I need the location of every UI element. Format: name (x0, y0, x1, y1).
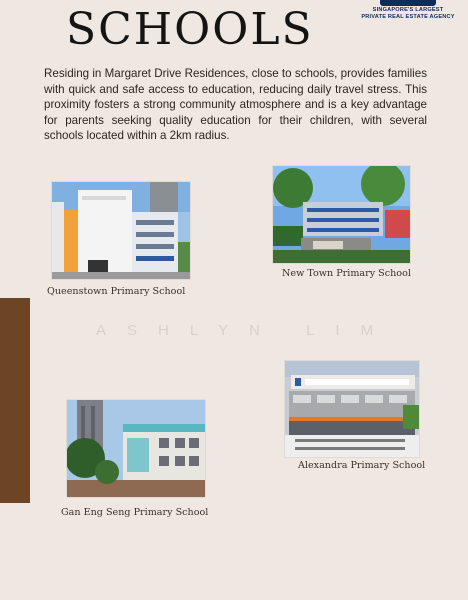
gan-eng-seng-primary-school-photo (67, 400, 205, 497)
agency-tagline-line1: SINGAPORE'S LARGEST (372, 7, 444, 13)
accent-side-bar (0, 298, 30, 503)
agency-logo-mark (380, 0, 436, 6)
watermark-text: ASHLYN LIM (96, 322, 395, 339)
new-town-primary-school-photo (273, 166, 410, 263)
queenstown-primary-school-caption: Queenstown Primary School (47, 286, 186, 297)
intro-paragraph: Residing in Margaret Drive Residences, close to schools, provides families with quick and safe access to education, reducing daily travel stress. This proximity fosters a strong community atmosphere and is a key advantage for parents seeking quality education for their children, with several schools located within a 2km radius. (44, 67, 427, 143)
agency-logo (354, 0, 462, 21)
queenstown-primary-school-photo (52, 182, 190, 279)
page-title: SCHOOLS (66, 4, 314, 55)
agency-tagline-line2: PRIVATE REAL ESTATE AGENCY (361, 14, 455, 20)
new-town-primary-school-caption: New Town Primary School (282, 268, 411, 279)
alexandra-primary-school-photo (285, 361, 419, 457)
gan-eng-seng-primary-school-caption: Gan Eng Seng Primary School (61, 507, 209, 518)
alexandra-primary-school-caption: Alexandra Primary School (298, 460, 426, 471)
